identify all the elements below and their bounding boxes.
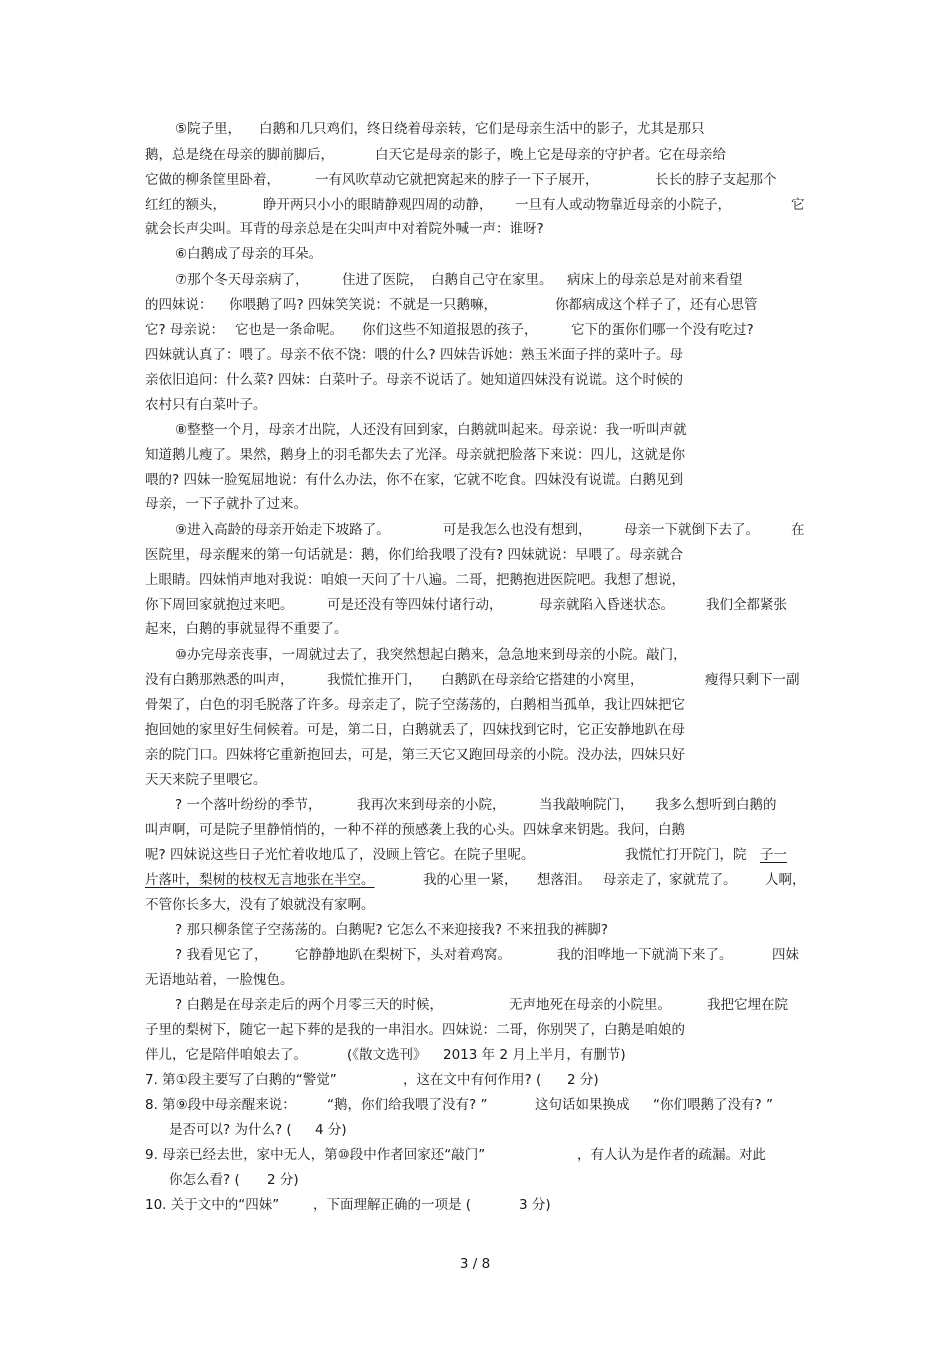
text-segment: 母亲走了， bbox=[603, 872, 671, 888]
text-segment: 3 分) bbox=[519, 1197, 551, 1213]
text-segment: 病床上的母亲总是对前来看望 bbox=[567, 272, 743, 288]
text-segment: ⑤院子里， bbox=[175, 121, 242, 137]
text-segment: 2013 年 2 月上半月，有删节) bbox=[443, 1047, 626, 1063]
text-segment: 伴儿，它是陪伴咱娘去了。 bbox=[145, 1047, 307, 1063]
text-segment: ⑨进入高龄的母亲开始走下坡路了。 bbox=[175, 522, 390, 538]
text-segment: ，这在文中有何作用? ( bbox=[403, 1072, 542, 1088]
text-segment: 不管你长多大，没有了娘就没有家啊。 bbox=[145, 897, 375, 913]
text-segment: 没有白鹅那熟悉的叫声， bbox=[145, 672, 294, 688]
text-segment: 起来，白鹅的事就显得不重要了。 bbox=[145, 621, 348, 637]
text-segment: 四妹 bbox=[772, 947, 799, 963]
text-segment: (《散文选刊》 bbox=[347, 1047, 427, 1063]
text-segment: 8. 第⑨段中母亲醒来说： bbox=[145, 1097, 296, 1113]
text-segment: 白鹅趴在母亲给它搭建的小窝里， bbox=[441, 672, 644, 688]
text-segment: 的四妹说： bbox=[145, 297, 213, 313]
underlined-text-segment: 子一 bbox=[760, 847, 787, 863]
text-segment: 你都病成这个样子了，还有心思管 bbox=[555, 297, 758, 313]
text-segment: 你怎么看? ( bbox=[169, 1172, 240, 1188]
text-segment: 一有风吹草动它就把窝起来的脖子一下子展开， bbox=[315, 172, 599, 188]
text-segment: 就会长声尖叫。耳背的母亲总是在尖叫声中对着院外喊一声：谁呀? bbox=[145, 221, 544, 237]
text-segment: 鹅，总是绕在母亲的脚前脚后， bbox=[145, 147, 334, 163]
text-segment: ⑦那个冬天母亲病了， bbox=[175, 272, 309, 288]
text-segment: ? 白鹅是在母亲走后的两个月零三天的时候， bbox=[175, 997, 443, 1013]
text-segment: 母亲，一下子就扑了过来。 bbox=[145, 496, 307, 512]
text-segment: 叫声啊，可是院子里静悄悄的，一种不祥的预感袭上我的心头。四妹拿来钥匙。我问，白鹅 bbox=[145, 822, 685, 838]
text-segment: 母亲就陷入昏迷状态。 bbox=[539, 597, 674, 613]
text-segment: 天天来院子里喂它。 bbox=[145, 772, 267, 788]
page-number: 3 / 8 bbox=[459, 1256, 491, 1272]
text-segment: 我们全都紧张 bbox=[706, 597, 787, 613]
text-segment: 它做的柳条筐里卧着， bbox=[145, 172, 280, 188]
text-segment: 抱回她的家里好生伺候着。可是，第二日，白鹅就丢了，四妹找到它时，它正安静地趴在母 bbox=[145, 722, 685, 738]
text-segment: 医院里，母亲醒来的第一句话就是：鹅，你们给我喂了没有? 四妹就说：早喂了。母亲就合 bbox=[145, 547, 683, 563]
text-segment: 亲依旧追问：什么菜? 四妹：白菜叶子。母亲不说话了。她知道四妹没有说谎。这个时候的 bbox=[145, 372, 683, 388]
text-segment: 我把它埋在院 bbox=[707, 997, 788, 1013]
text-segment: 我的泪哗地一下就淌下来了。 bbox=[557, 947, 733, 963]
text-segment: 子里的梨树下，随它一起下葬的是我的一串泪水。四妹说：二哥，你别哭了，白鹅是咱娘的 bbox=[145, 1022, 685, 1038]
text-segment: 你喂鹅了吗? 四妹笑笑说：不就是一只鹅嘛， bbox=[229, 297, 497, 313]
text-segment: 长长的脖子支起那个 bbox=[655, 172, 777, 188]
text-segment: 它下的蛋你们哪一个没有吃过? bbox=[571, 322, 754, 338]
text-segment: 当我敲响院门， bbox=[539, 797, 634, 813]
text-segment: 家就荒了。 bbox=[669, 872, 737, 888]
text-segment: 白鹅自己守在家里。 bbox=[431, 272, 553, 288]
text-segment: 红红的额头， bbox=[145, 197, 226, 213]
text-segment: 无语地站着，一脸愧色。 bbox=[145, 972, 294, 988]
text-segment: 我再次来到母亲的小院， bbox=[357, 797, 506, 813]
text-segment: 10. 关于文中的“四妹” bbox=[145, 1197, 280, 1213]
text-segment: “鹅，你们给我喂了没有? ” bbox=[327, 1097, 488, 1113]
text-segment: ? 我看见它了， bbox=[175, 947, 268, 963]
text-segment: 在 bbox=[791, 522, 805, 538]
text-segment: ⑥白鹅成了母亲的耳朵。 bbox=[175, 246, 323, 262]
text-segment: ⑧整整一个月，母亲才出院，人还没有回到家，白鹅就叫起来。母亲说：我一听叫声就 bbox=[175, 422, 687, 438]
text-segment: ，有人认为是作者的疏漏。对此 bbox=[577, 1147, 766, 1163]
text-segment: 白天它是母亲的影子，晚上它是母亲的守护者。它在母亲给 bbox=[375, 147, 726, 163]
text-segment: ? 一个落叶纷纷的季节， bbox=[175, 797, 322, 813]
text-segment: “你们喂鹅了没有? ” bbox=[653, 1097, 773, 1113]
text-segment: 睁开两只小小的眼睛静观四周的动静， bbox=[263, 197, 493, 213]
text-segment: 四妹就认真了：喂了。母亲不依不饶：喂的什么? 四妹告诉她：熟玉米面子拌的菜叶子。母 bbox=[145, 347, 683, 363]
text-segment: 它 bbox=[791, 197, 805, 213]
text-segment: 上眼睛。四妹悄声地对我说：咱娘一天问了十八遍。二哥，把鹅抱进医院吧。我想了想说， bbox=[145, 572, 685, 588]
text-segment: 我的心里一紧， bbox=[423, 872, 518, 888]
text-segment: 4 分) bbox=[315, 1122, 347, 1138]
text-segment: 喂的? 四妹一脸冤屈地说：有什么办法，你不在家，它就不吃食。四妹没有说谎。白鹅见到 bbox=[145, 472, 683, 488]
text-segment: ? 那只柳条筐子空荡荡的。白鹅呢? 它怎么不来迎接我? 不来扭我的裤脚? bbox=[175, 922, 609, 938]
text-segment: 知道鹅儿瘦了。果然，鹅身上的羽毛都失去了光泽。母亲就把脸落下来说：四儿，这就是你 bbox=[145, 447, 685, 463]
text-segment: 瘦得只剩下一副 bbox=[705, 672, 800, 688]
text-segment: 可是我怎么也没有想到， bbox=[443, 522, 592, 538]
text-segment: 农村只有白菜叶子。 bbox=[145, 397, 267, 413]
text-segment: 是否可以? 为什么? ( bbox=[169, 1122, 292, 1138]
text-segment: 你下周回家就抱过来吧。 bbox=[145, 597, 294, 613]
text-segment: 无声地死在母亲的小院里。 bbox=[509, 997, 671, 1013]
text-segment: 2 分) bbox=[567, 1072, 599, 1088]
text-segment: 我慌忙推开门， bbox=[327, 672, 422, 688]
text-segment: 你们这些不知道报恩的孩子， bbox=[362, 322, 538, 338]
underlined-text-segment: 片落叶，梨树的枝杈无言地张在半空。 bbox=[145, 872, 375, 888]
text-segment: ⑩办完母亲丧事，一周就过去了，我突然想起白鹅来，急急地来到母亲的小院。敲门， bbox=[175, 647, 687, 663]
text-segment: 这句话如果换成 bbox=[535, 1097, 630, 1113]
text-segment: 它? 母亲说： bbox=[145, 322, 224, 338]
text-segment: 骨架了，白色的羽毛脱落了许多。母亲走了，院子空荡荡的，白鹅相当孤单，我让四妹把它 bbox=[145, 697, 685, 713]
text-segment: 9. 母亲已经去世，家中无人，第⑩段中作者回家还“敲门” bbox=[145, 1147, 486, 1163]
text-segment: 呢? 四妹说这些日子光忙着收地瓜了，没顾上管它。在院子里呢。 bbox=[145, 847, 535, 863]
text-segment: 我多么想听到白鹅的 bbox=[655, 797, 777, 813]
text-segment: 可是还没有等四妹付诸行动， bbox=[327, 597, 503, 613]
text-segment: 想落泪。 bbox=[537, 872, 591, 888]
text-segment: 亲的院门口。四妹将它重新抱回去，可是，第三天它又跑回母亲的小院。没办法，四妹只好 bbox=[145, 747, 685, 763]
text-segment: 7. 第①段主要写了白鹅的“警觉” bbox=[145, 1072, 337, 1088]
text-segment: 住进了医院， bbox=[342, 272, 423, 288]
text-segment: 2 分) bbox=[267, 1172, 299, 1188]
text-segment: 它也是一条命呢。 bbox=[235, 322, 343, 338]
text-segment: ，下面理解正确的一项是 ( bbox=[313, 1197, 472, 1213]
text-segment: 母亲一下就倒下去了。 bbox=[624, 522, 759, 538]
text-segment: 白鹅和几只鸡们，终日绕着母亲转，它们是母亲生活中的影子，尤其是那只 bbox=[259, 121, 705, 137]
text-segment: 人啊， bbox=[765, 872, 806, 888]
text-segment: 我慌忙打开院门，院 bbox=[625, 847, 747, 863]
text-segment: 它静静地趴在梨树下，头对着鸡窝。 bbox=[295, 947, 511, 963]
text-segment: 一旦有人或动物靠近母亲的小院子， bbox=[515, 197, 731, 213]
